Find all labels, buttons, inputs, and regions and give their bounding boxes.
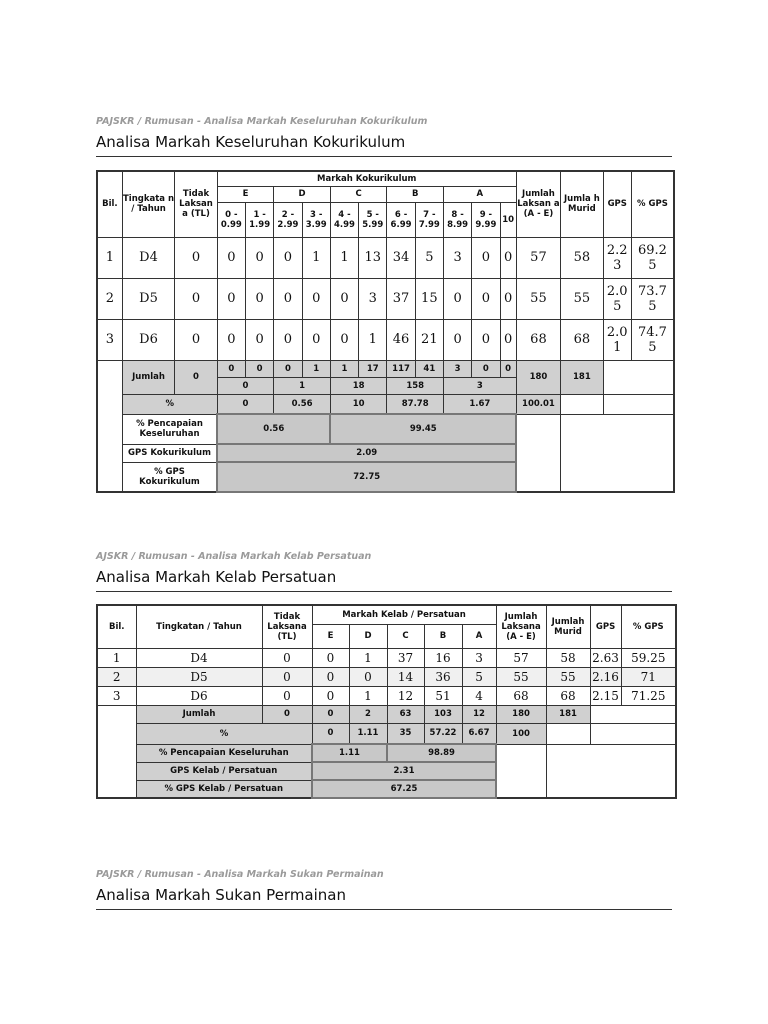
percent-cell: 0: [217, 394, 274, 414]
page-title: Analisa Markah Kelab Persatuan: [96, 568, 337, 586]
header-range: 4 - 4.99: [330, 202, 358, 237]
table-cell: 0: [274, 237, 302, 278]
jumlah-grade-total: 158: [387, 377, 444, 394]
table-cell: 0: [500, 319, 516, 360]
header-grade: C: [387, 624, 424, 648]
table-cell: 2.63: [590, 648, 621, 667]
table-cell: D6: [136, 686, 262, 705]
percent-cell: 6.67: [462, 723, 496, 744]
pencapaian-label: % Pencapaian Keseluruhan: [122, 414, 217, 444]
breadcrumb: PAJSKR / Rumusan - Analisa Markah Sukan Permainan: [96, 869, 384, 880]
blank-cell: [516, 414, 560, 492]
table-cell: 1: [359, 319, 387, 360]
jumlah-grade-total: 18: [330, 377, 387, 394]
header-range: 3 - 3.99: [302, 202, 330, 237]
table-cell: 57: [496, 648, 546, 667]
table-cell: 68: [516, 319, 560, 360]
pencapaian-value-b: 99.45: [330, 414, 516, 444]
jumlah-cell: 17: [359, 360, 387, 377]
blank-cell: [590, 723, 676, 744]
percent-cell: 35: [387, 723, 424, 744]
header-grade: C: [330, 186, 387, 202]
jumlah-tl: 0: [262, 705, 312, 723]
jumlah-grade-total: 3: [443, 377, 516, 394]
table-cell: 1: [330, 237, 358, 278]
table-cell: 69.2 5: [631, 237, 674, 278]
table-cell: 0: [312, 686, 349, 705]
jumlah-cell: 0: [246, 360, 274, 377]
header-range: 2 - 2.99: [274, 202, 302, 237]
jumlah-grade-total: 0: [217, 377, 274, 394]
kokurikulum-table: [96, 170, 675, 493]
table-row: [97, 278, 674, 319]
table-cell: D4: [122, 237, 175, 278]
table-cell: 0: [472, 319, 500, 360]
breadcrumb: PAJSKR / Rumusan - Analisa Markah Keseluruhan Kokurikulum: [96, 116, 428, 127]
title-divider: [96, 156, 672, 157]
jumlah-tl: 0: [175, 360, 217, 394]
jumlah-murid-total: 181: [546, 705, 590, 723]
table-cell: 15: [415, 278, 443, 319]
gps-value: 2.09: [217, 444, 516, 462]
table-cell: 12: [387, 686, 424, 705]
table-cell: 0: [217, 319, 245, 360]
header-markah: Markah Kokurikulum: [217, 171, 516, 186]
header-tingkatan: Tingkata n / Tahun: [122, 171, 175, 237]
table-cell: 2.0 1: [603, 319, 631, 360]
header-bil: Bil.: [97, 171, 122, 237]
table-cell: D5: [122, 278, 175, 319]
table-cell: 58: [561, 237, 603, 278]
jumlah-cell: 0: [274, 360, 302, 377]
table-cell: 37: [387, 648, 424, 667]
jumlah-cell: 0: [312, 705, 349, 723]
table-cell: D4: [136, 648, 262, 667]
table-cell: 0: [302, 319, 330, 360]
jumlah-cell: 3: [443, 360, 471, 377]
table-cell: 51: [424, 686, 462, 705]
table-cell: 0: [262, 648, 312, 667]
header-range: 1 - 1.99: [246, 202, 274, 237]
table-cell: 71.25: [621, 686, 676, 705]
table-cell: 0: [262, 686, 312, 705]
table-cell: 0: [175, 278, 217, 319]
table-cell: 2: [97, 667, 136, 686]
table-cell: 0: [175, 319, 217, 360]
table-cell: 2.0 5: [603, 278, 631, 319]
percent-total: 100.01: [516, 394, 560, 414]
jumlah-cell: 2: [349, 705, 387, 723]
jumlah-murid-total: 181: [561, 360, 603, 394]
jumlah-label: Jumlah: [122, 360, 175, 394]
blank-cell: [546, 723, 590, 744]
percent-label: %: [122, 394, 217, 414]
jumlah-cell: 1: [330, 360, 358, 377]
table-cell: 0: [246, 237, 274, 278]
table-cell: 0: [246, 319, 274, 360]
table-cell: 0: [262, 667, 312, 686]
header-range: 9 - 9.99: [472, 202, 500, 237]
table-cell: 3: [443, 237, 471, 278]
table-row: [97, 648, 676, 667]
percent-total: 100: [496, 723, 546, 744]
gps-label: GPS Kelab / Persatuan: [136, 762, 312, 780]
table-row: [97, 319, 674, 360]
page-title: Analisa Markah Sukan Permainan: [96, 886, 346, 904]
table-cell: 71: [621, 667, 676, 686]
percent-cell: 0: [312, 723, 349, 744]
percent-cell: 1.11: [349, 723, 387, 744]
header-tidak-laksana: Tidak Laksana (TL): [262, 605, 312, 648]
table-cell: 59.25: [621, 648, 676, 667]
header-grade: E: [312, 624, 349, 648]
jumlah-cell: 41: [415, 360, 443, 377]
jumlah-cell: 117: [387, 360, 415, 377]
percent-cell: 57.22: [424, 723, 462, 744]
jumlah-grade-total: 1: [274, 377, 331, 394]
table-cell: 57: [516, 237, 560, 278]
table-cell: D5: [136, 667, 262, 686]
table-cell: 5: [415, 237, 443, 278]
table-cell: 0: [472, 278, 500, 319]
table-cell: 55: [516, 278, 560, 319]
table-cell: 13: [359, 237, 387, 278]
table-row: [97, 237, 674, 278]
spacer-cell: [97, 360, 122, 492]
table-cell: 5: [462, 667, 496, 686]
percent-cell: 87.78: [387, 394, 444, 414]
table-cell: 0: [349, 667, 387, 686]
table-cell: 4: [462, 686, 496, 705]
jumlah-cell: 12: [462, 705, 496, 723]
table-cell: 55: [561, 278, 603, 319]
table-row: [97, 667, 676, 686]
table-cell: 0: [500, 237, 516, 278]
table-cell: 0: [443, 319, 471, 360]
header-range: 10: [500, 202, 516, 237]
table-cell: 2: [97, 278, 122, 319]
percent-cell: 1.67: [443, 394, 516, 414]
table-cell: 37: [387, 278, 415, 319]
blank-cell: [561, 394, 603, 414]
table-cell: 1: [349, 648, 387, 667]
jumlah-cell: 63: [387, 705, 424, 723]
table-cell: 3: [97, 319, 122, 360]
page-title: Analisa Markah Keseluruhan Kokurikulum: [96, 133, 406, 151]
jumlah-cell: 103: [424, 705, 462, 723]
percent-label: %: [136, 723, 312, 744]
pencapaian-label: % Pencapaian Keseluruhan: [136, 744, 312, 762]
table-cell: 73.7 5: [631, 278, 674, 319]
table-cell: 0: [302, 278, 330, 319]
breadcrumb: AJSKR / Rumusan - Analisa Markah Kelab Persatuan: [96, 551, 372, 562]
header-grade: B: [424, 624, 462, 648]
header-grade: D: [274, 186, 331, 202]
table-cell: 1: [349, 686, 387, 705]
header-range: 0 - 0.99: [217, 202, 245, 237]
header-range: 7 - 7.99: [415, 202, 443, 237]
blank-cell: [590, 705, 676, 723]
table-cell: 0: [217, 278, 245, 319]
jumlah-laksana-total: 180: [496, 705, 546, 723]
table-cell: 68: [496, 686, 546, 705]
table-cell: 0: [175, 237, 217, 278]
table-cell: 0: [312, 648, 349, 667]
table-cell: 1: [97, 237, 122, 278]
table-row: [97, 686, 676, 705]
blank-cell: [546, 744, 676, 798]
table-cell: 55: [496, 667, 546, 686]
table-cell: 14: [387, 667, 424, 686]
percent-gps-value: 72.75: [217, 462, 516, 492]
table-cell: 3: [462, 648, 496, 667]
table-cell: 2.2 3: [603, 237, 631, 278]
table-cell: 1: [302, 237, 330, 278]
header-markah: Markah Kelab / Persatuan: [312, 605, 496, 624]
table-cell: 3: [359, 278, 387, 319]
percent-cell: 10: [330, 394, 387, 414]
header-jumlah-murid: Jumlah Murid: [546, 605, 590, 648]
table-cell: 34: [387, 237, 415, 278]
header-jumlah-murid: Jumla h Murid: [561, 171, 603, 237]
header-range: 8 - 8.99: [443, 202, 471, 237]
table-cell: 16: [424, 648, 462, 667]
table-cell: 74.7 5: [631, 319, 674, 360]
table-cell: 2.16: [590, 667, 621, 686]
table-cell: D6: [122, 319, 175, 360]
table-cell: 46: [387, 319, 415, 360]
table-cell: 55: [546, 667, 590, 686]
pencapaian-value-a: 1.11: [312, 744, 387, 762]
gps-value: 2.31: [312, 762, 496, 780]
title-divider: [96, 591, 672, 592]
jumlah-cell: 0: [217, 360, 245, 377]
title-divider: [96, 909, 672, 910]
jumlah-cell: 0: [472, 360, 500, 377]
blank-cell: [603, 360, 674, 394]
pencapaian-value-b: 98.89: [387, 744, 496, 762]
table-cell: 68: [561, 319, 603, 360]
header-grade: A: [443, 186, 516, 202]
table-cell: 0: [472, 237, 500, 278]
header-range: 6 - 6.99: [387, 202, 415, 237]
blank-cell: [603, 394, 674, 414]
table-cell: 0: [330, 319, 358, 360]
header-percent-gps: % GPS: [631, 171, 674, 237]
kelab-persatuan-table: [96, 604, 677, 799]
header-grade: B: [387, 186, 444, 202]
spacer-cell: [97, 705, 136, 798]
header-grade: A: [462, 624, 496, 648]
table-cell: 1: [97, 648, 136, 667]
header-tingkatan: Tingkatan / Tahun: [136, 605, 262, 648]
header-range: 5 - 5.99: [359, 202, 387, 237]
table-cell: 0: [217, 237, 245, 278]
table-cell: 0: [246, 278, 274, 319]
table-cell: 3: [97, 686, 136, 705]
header-tidak-laksana: Tidak Laksan a (TL): [175, 171, 217, 237]
table-cell: 0: [274, 319, 302, 360]
header-percent-gps: % GPS: [621, 605, 676, 648]
blank-cell: [561, 414, 674, 492]
header-gps: GPS: [590, 605, 621, 648]
pencapaian-value-a: 0.56: [217, 414, 330, 444]
jumlah-label: Jumlah: [136, 705, 262, 723]
table-cell: 58: [546, 648, 590, 667]
table-cell: 0: [312, 667, 349, 686]
table-cell: 0: [274, 278, 302, 319]
header-grade: E: [217, 186, 274, 202]
table-cell: 0: [443, 278, 471, 319]
jumlah-cell: 1: [302, 360, 330, 377]
gps-label: GPS Kokurikulum: [122, 444, 217, 462]
header-gps: GPS: [603, 171, 631, 237]
table-cell: 0: [500, 278, 516, 319]
percent-cell: 0.56: [274, 394, 331, 414]
percent-gps-value: 67.25: [312, 780, 496, 798]
header-grade: D: [349, 624, 387, 648]
table-cell: 0: [330, 278, 358, 319]
jumlah-laksana-total: 180: [516, 360, 560, 394]
blank-cell: [496, 744, 546, 798]
percent-gps-label: % GPS Kelab / Persatuan: [136, 780, 312, 798]
header-jumlah-laksana: Jumlah Laksana (A - E): [496, 605, 546, 648]
table-cell: 36: [424, 667, 462, 686]
percent-gps-label: % GPS Kokurikulum: [122, 462, 217, 492]
jumlah-cell: 0: [500, 360, 516, 377]
table-cell: 2.15: [590, 686, 621, 705]
header-jumlah-laksana: Jumlah Laksan a (A - E): [516, 171, 560, 237]
header-bil: Bil.: [97, 605, 136, 648]
table-cell: 21: [415, 319, 443, 360]
table-cell: 68: [546, 686, 590, 705]
